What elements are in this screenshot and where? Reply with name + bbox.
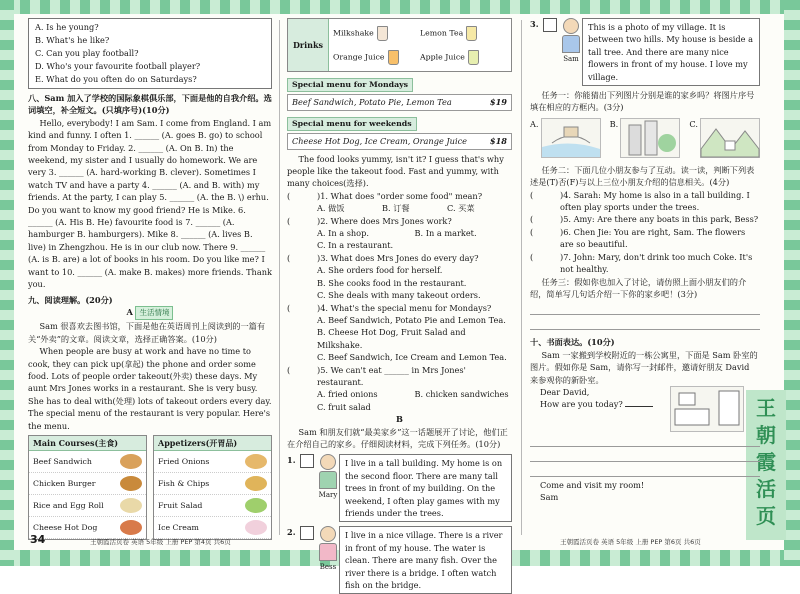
section-8-passage: Hello, everybody! I am Sam. I come from England. I am kind and funny. I often 1. ______ (A. goes B. go) to school from Monday to Friday. 2. ______ (A. On B. In) the weekend, my sister and I usually do homework. We are very 3. ______ (A. hard-working B. clever). Sometimes I watch TV and have a party 4. ______ (A. and B. with) my friends. At the party, I can play 5. ______ (A. the B. \) erhu. Do you want to know my good friend? He is Mike. 6. ______ (A. His B. He) favourite food is 7. ______ (A. hamburger B. hamburgers). Mike 8. ______ (A. lives B. live) in Zhengzhou. He is in our club now. There 9. ______ (A. is B. are) a lot of books in his room. Do you like me? I want to 10. ______ (A. make B. makes) more friends. Thank you. <box>28 117 272 290</box>
menu-item <box>154 473 271 495</box>
special-weekends-items: Cheese Hot Dog, Ice Cream, Orange Juice <box>292 136 467 147</box>
kid-3-story <box>530 18 760 86</box>
option-a: A. Is he young? <box>35 22 99 32</box>
question-text: )2. Where does Mrs Jones work? <box>317 215 452 226</box>
side-brand: 王朝霞活页 <box>756 396 776 528</box>
menu-item-label: Ice Cream <box>158 522 199 532</box>
tall-building-image <box>620 118 680 158</box>
kid-name: Mary <box>318 491 338 500</box>
kid-avatar <box>560 18 582 65</box>
special-weekends-heading: Special menu for weekends <box>287 117 417 131</box>
menu-item-label: Fish & Chips <box>158 478 210 488</box>
drink-label: Orange Juice <box>333 52 385 61</box>
hill-village-image <box>700 118 760 158</box>
letter-closing: Come and visit my room! <box>540 479 645 490</box>
menu-item <box>154 451 271 473</box>
option: A. She orders food for herself. <box>317 265 443 276</box>
appetizers-title: Appetizers(开胃品) <box>154 436 271 451</box>
task-2: 任务二：下面几位小朋友参与了互动。读一读，判断下列表述是(T)否(F)与以上三位小朋友介绍的信息相关。(4分) <box>530 164 755 188</box>
kid-1-story <box>287 454 512 522</box>
main-courses-title: Main Courses(主食) <box>29 436 146 451</box>
letter-text <box>530 386 670 432</box>
menu-item <box>29 473 146 495</box>
part-a-label: A <box>126 306 133 317</box>
question-4-option <box>287 351 512 363</box>
question-1-options <box>287 202 512 214</box>
avatar-body <box>319 471 337 489</box>
option-c: C. Can you play football? <box>35 48 139 58</box>
greeting: Dear David, <box>540 386 590 397</box>
question-4: ( )4. What's the special menu for Mondays? <box>287 302 492 313</box>
special-mondays-items: Beef Sandwich, Potato Pie, Lemon Tea <box>292 97 452 108</box>
task-1-pictures <box>530 118 760 158</box>
task-1: 任务一：你能猜出下列图片分别是谁的家乡吗？将图片序号填在相应的方框内。(3分) <box>530 90 755 113</box>
fish-chips-icon <box>245 476 267 491</box>
burger-icon <box>120 476 142 491</box>
menu-item-label: Cheese Hot Dog <box>33 522 98 532</box>
question-2: ( )2. Where does Mrs Jones work? <box>287 215 452 226</box>
answer-box[interactable] <box>543 18 557 32</box>
reading-passage: When people are busy at work and have no time to cook, they can pick up(拿起) the phone and order some food. Lots of people order takeout(外卖) these days. My aunt Mrs Jones works in a restaurant. She is very busy. She has to deal with(处理) lots of takeout orders every day. The special menu of the restaurant is very popular. Here's the menu. <box>28 346 272 431</box>
option-e: E. What do you often do on Saturdays? <box>35 74 197 84</box>
kid-3-text: This is a photo of my village. It is between two hills. My house is beside a tall tree. And there are many nice flowers in front of my house. I love my village. <box>582 18 760 86</box>
kid-avatar <box>317 454 339 501</box>
picture-label: A. <box>530 118 539 129</box>
question-3: ( )3. What does Mrs Jones do every day? <box>287 252 479 263</box>
section-10-title: 十、书面表达。(10分) <box>530 337 615 348</box>
reading-passage-end: The food looks yummy, isn't it? I guess that's why people like the takeout food. Fast and yummy, with many choices(选择). <box>287 153 504 189</box>
kid-avatar <box>317 526 339 573</box>
judge-text: )6. Chen Jie: You are right, Sam. The flowers are so beautiful. <box>560 226 746 250</box>
menu-item <box>29 451 146 473</box>
bedroom-image <box>670 386 744 432</box>
milkshake-icon <box>377 26 388 41</box>
ice-cream-icon <box>245 520 267 535</box>
question-3-option <box>287 264 512 276</box>
hot-dog-icon <box>120 520 142 535</box>
answer-box[interactable] <box>300 526 314 540</box>
judge-text: )7. John: Mary, don't drink too much Coke. It's not healthy. <box>560 251 753 275</box>
question-3-option <box>287 277 512 289</box>
drink-item <box>420 26 507 41</box>
apple-juice-icon <box>468 50 479 65</box>
part-a-heading <box>28 306 272 320</box>
special-mondays-price: $19 <box>489 97 507 108</box>
menu-item-label: Beef Sandwich <box>33 456 92 466</box>
question-text: )1. What does "order some food" mean? <box>317 190 483 201</box>
avatar-head <box>563 18 579 34</box>
onion-rings-icon <box>245 454 267 469</box>
question-2-options <box>287 227 512 239</box>
column-right <box>530 18 760 504</box>
drink-label: Milkshake <box>333 28 374 37</box>
main-courses-menu <box>28 435 147 540</box>
question-2-option-c <box>287 239 512 251</box>
reading-intro: Sam 很喜欢去图书馆，下面是他在英语周刊上阅读到的一篇有关“外卖”的文章。阅读文章，选择正确答案。(10分) <box>28 321 266 344</box>
avatar-head <box>320 526 336 542</box>
part-b-intro: Sam 和朋友们就“最美家乡”这一话题展开了讨论，他们正在介绍自己的家乡。仔细阅读材料，完成下列任务。(10分) <box>287 426 508 449</box>
answer-box[interactable] <box>300 454 314 468</box>
judge-6: ( )6. Chen Jie: You are right, Sam. The flowers are so beautiful. <box>530 226 760 251</box>
option: B. She cooks food in the restaurant. <box>317 277 467 288</box>
drink-item <box>333 26 420 41</box>
kid-2-story <box>287 526 512 594</box>
menu-tables <box>28 435 272 540</box>
option-b: B. What's he like? <box>35 35 110 45</box>
section-9-title: 九、阅读理解。(20分) <box>28 294 113 305</box>
column-left <box>28 18 272 540</box>
lemon-tea-icon <box>466 26 477 41</box>
judge-7: ( )7. John: Mary, don't drink too much Coke. It's not healthy. <box>530 251 760 276</box>
options-box <box>28 18 272 89</box>
special-mondays-heading: Special menu for Mondays <box>287 78 413 92</box>
question-5: ( )5. We can't eat ______ in Mrs Jones' restaurant. <box>287 364 512 389</box>
picture-label: C. <box>689 118 698 129</box>
egg-roll-icon <box>120 498 142 513</box>
drinks-label: Drinks <box>288 19 329 71</box>
option: B. Cheese Hot Dog, Fruit Salad and Milkshake. <box>317 327 466 350</box>
option: B. chicken sandwiches <box>414 389 509 400</box>
answer-blank[interactable] <box>625 406 653 407</box>
menu-item-label: Rice and Egg Roll <box>33 500 104 510</box>
footer-left: 王朝霞活页卷 英语 5年级 上册 PEP 第4页 共6页 <box>90 538 231 546</box>
sandwich-icon <box>120 454 142 469</box>
decorative-border-left <box>0 0 14 566</box>
special-weekends-box <box>287 133 512 149</box>
column-middle <box>287 18 512 594</box>
kid-1-number: 1. <box>287 455 296 466</box>
menu-item-label: Fruit Salad <box>158 500 203 510</box>
decorative-border-right <box>784 0 800 566</box>
fruit-salad-icon <box>245 498 267 513</box>
opening-question-text: How are you today? <box>540 399 623 410</box>
judge-5: ( )5. Amy: Are there any boats in this park, Bess? <box>530 214 759 225</box>
drink-item <box>333 50 420 65</box>
section-8-title: 八、Sam 加入了学校的国际象棋俱乐部，下面是他的自我介绍。选词填空，补全短文。(只填序号)(10分) <box>28 93 272 116</box>
picture-a-wrap <box>530 118 601 158</box>
opening-question <box>530 398 670 410</box>
writing-lines[interactable] <box>530 300 760 330</box>
kid-3-number: 3. <box>530 19 539 29</box>
avatar-head <box>320 454 336 470</box>
menu-item-label: Fried Onions <box>158 456 210 466</box>
section-10-intro: Sam 一家搬到学校附近的一栋公寓里，下面是 Sam 卧室的图片。假如你是 Sam，请你写一封邮件，邀请好朋友 David 来参观你的新卧室。 <box>530 349 758 385</box>
option: C. 买菜 <box>447 203 475 214</box>
page-number: 34 <box>30 533 46 546</box>
picture-c-wrap <box>689 118 760 158</box>
option: A. fried onions <box>317 389 378 400</box>
option-d: D. Who's your favourite football player? <box>35 61 201 71</box>
question-text: )4. What's the special menu for Mondays? <box>317 302 492 313</box>
menu-item-label: Chicken Burger <box>33 478 96 488</box>
question-5-options <box>287 388 512 400</box>
judge-text: )4. Sarah: My home is also in a tall building. I often play sports under the trees. <box>560 189 750 213</box>
avatar-body <box>562 35 580 53</box>
kid-1-text: I live in a tall building. My home is on the second floor. There are many tall trees in front of my building. On the weekend, I often play games with my friends under the trees. <box>339 454 512 522</box>
part-b-label: B <box>396 414 403 425</box>
drink-label: Lemon Tea <box>420 28 464 37</box>
judge-4: ( )4. Sarah: My home is also in a tall building. I often play sports under the trees. <box>530 189 760 214</box>
special-weekends-price: $18 <box>489 136 507 147</box>
decorative-border-top <box>0 0 800 14</box>
drinks-menu <box>287 18 512 72</box>
judge-text: )5. Amy: Are there any boats in this park, Bess? <box>560 214 759 225</box>
picture-label: B. <box>609 118 619 129</box>
option: A. Beef Sandwich, Potato Pie and Lemon Tea. <box>317 314 506 325</box>
letter-signature: Sam <box>540 492 559 503</box>
menu-item <box>29 495 146 517</box>
column-divider <box>521 20 522 535</box>
avatar-body <box>319 543 337 561</box>
option: A. 做饭 <box>317 203 345 214</box>
village-river-image <box>541 118 601 158</box>
special-mondays-box <box>287 94 512 110</box>
kid-name: Bess <box>319 563 337 572</box>
menu-item <box>154 495 271 517</box>
letter-area <box>530 386 760 432</box>
orange-juice-icon <box>388 50 399 65</box>
kid-2-text: I live in a nice village. There is a river in front of my house. The water is clean. There are many fish. Over the river there is a bridge. I often watch fish on the bridge. <box>339 526 512 594</box>
option: C. In a restaurant. <box>317 240 394 251</box>
appetizers-menu <box>153 435 272 540</box>
footer-right: 王朝霞活页卷 英语 5年级 上册 PEP 第6页 共6页 <box>560 538 701 546</box>
drinks-grid <box>329 19 511 71</box>
picture-b-wrap <box>610 118 681 158</box>
question-4-option <box>287 314 512 326</box>
kid-name: Sam <box>563 55 579 63</box>
question-5-option-c <box>287 401 512 413</box>
kid-2-number: 2. <box>287 527 296 538</box>
task-3: 任务三：假如你也加入了讨论，请仿照上面小朋友们的介绍，简单写几句话介绍一下你的家乡吧！(3分) <box>530 276 747 299</box>
option: C. Beef Sandwich, Ice Cream and Lemon Tea. <box>317 352 507 363</box>
option: C. She deals with many takeout orders. <box>317 290 481 301</box>
letter-writing-lines[interactable] <box>530 432 760 477</box>
option: B. In a market. <box>414 228 477 239</box>
question-4-option <box>287 326 512 351</box>
context-tag: 生活情境 <box>135 306 173 320</box>
option: C. fruit salad <box>317 401 371 412</box>
drink-item <box>420 50 507 65</box>
option: B. 订餐 <box>382 203 410 214</box>
question-text: )5. We can't eat ______ in Mrs Jones' restaurant. <box>317 364 466 387</box>
question-3-option <box>287 289 512 301</box>
question-text: )3. What does Mrs Jones do every day? <box>317 252 479 263</box>
question-1: ( )1. What does "order some food" mean? <box>287 190 483 201</box>
column-divider <box>279 20 280 535</box>
option: A. In a shop. <box>317 228 369 239</box>
drink-label: Apple Juice <box>420 52 465 61</box>
